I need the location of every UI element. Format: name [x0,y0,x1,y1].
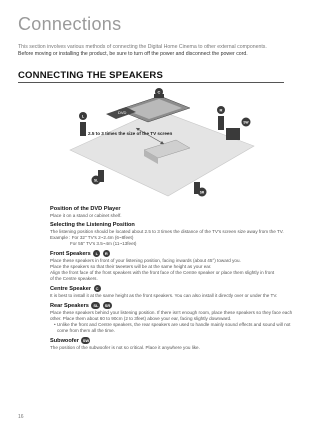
instructions [50,206,293,351]
badge-sl: SL [93,302,99,308]
intro-text [18,44,288,58]
listening-line-3: For 55" TV's 3.5~4m (11~13feet) [70,241,137,246]
front-left-code: L [81,113,85,119]
front-speakers-heading [50,250,290,258]
subwoofer [226,118,251,141]
page-title: Connections [18,14,122,34]
rear-speakers-heading [50,302,290,310]
badge-sw: SW [82,337,90,343]
center-code: C [157,89,161,95]
badge-r: R [103,250,110,257]
rear-bullet-text-1: Unlike the front and Centre speakers, the rear speakers are used to handle mainly sound effects and sound will not [56,321,291,327]
subwoofer-title: Subwoofer [50,337,79,344]
badge-l: L [93,250,100,257]
front-line-2: Place the speakers so that their tweeters will be at the same height as your ear. [50,263,212,269]
subwoofer-heading [50,337,290,345]
subwoofer-line-1: The position of the subwoofer is not so critical. Place it anywhere you like. [50,344,200,350]
center-speaker [154,88,164,98]
front-speakers-title: Front Speakers [50,250,91,257]
dvd-label: DVD [118,110,127,115]
centre-speaker-heading [50,285,290,293]
surround-left-speaker [92,170,105,185]
intro-line-1: This section involves various methods of connecting the Digital Home Cinema to other external components. [18,44,267,50]
dvd-position-heading: Position of the DVD Player [50,206,121,212]
listening-line-2: Example : For 32" TV's 2~2.4m (6~8feet) [50,235,134,240]
surround-right-code: SR [199,190,205,195]
subwoofer-code: SW [243,120,249,125]
page-number: 16 [18,414,24,420]
section-divider [18,82,284,83]
surround-right-speaker [194,182,207,197]
front-right-code: R [219,107,223,113]
rear-line-1: Place these speakers behind your listening position. If there isn't enough room, place these speakers so they face each [50,309,293,315]
front-line-1: Place these speakers in front of your listening position, facing inwards (about 45°) toward you. [50,257,241,263]
surround-left-code: SL [93,178,99,183]
section-title: CONNECTING THE SPEAKERS [18,70,164,81]
rear-line-2: other. Place them about 60 to 90cm (2 to 3feet) above your ear, facing slightly downward. [50,315,232,321]
rear-bullet-line-2: come from them all the time. [57,327,115,333]
front-left-speaker [79,112,87,136]
front-line-3: Align the front face of the front speakers with the front face of the Centre speaker or place them slightly in front [50,269,275,275]
rear-speakers-title: Rear Speakers [50,302,89,309]
dvd-position-text: Place it on a stand or cabinet shelf. [50,213,122,218]
distance-label: 2.5 to 3 times the size of the TV screen [88,131,173,136]
centre-speaker-title: Centre Speaker [50,285,92,292]
listening-position-heading: Selecting the Listening Position [50,222,135,228]
listening-line-1: The listening position should be located about 2.5 to 3 times the distance of the TV's screen size away from the TV. [50,229,284,234]
badge-sr: SR [104,302,111,308]
badge-c: C [94,285,101,292]
front-line-4: of the Centre speakers. [50,275,98,281]
rear-bullet-line-1: • Unlike the front and Centre speakers, the rear speakers are used to handle mainly sound effects and sound will not [54,321,291,327]
speaker-layout-diagram [40,88,270,200]
front-right-speaker [217,106,225,130]
centre-line-1: It is best to install it at the same height as the front speakers. You can also install it directly over or under the TV. [50,292,278,298]
intro-line-2: Before moving or installing the product, be sure to turn off the power and disconnect the power cord. [18,51,248,57]
